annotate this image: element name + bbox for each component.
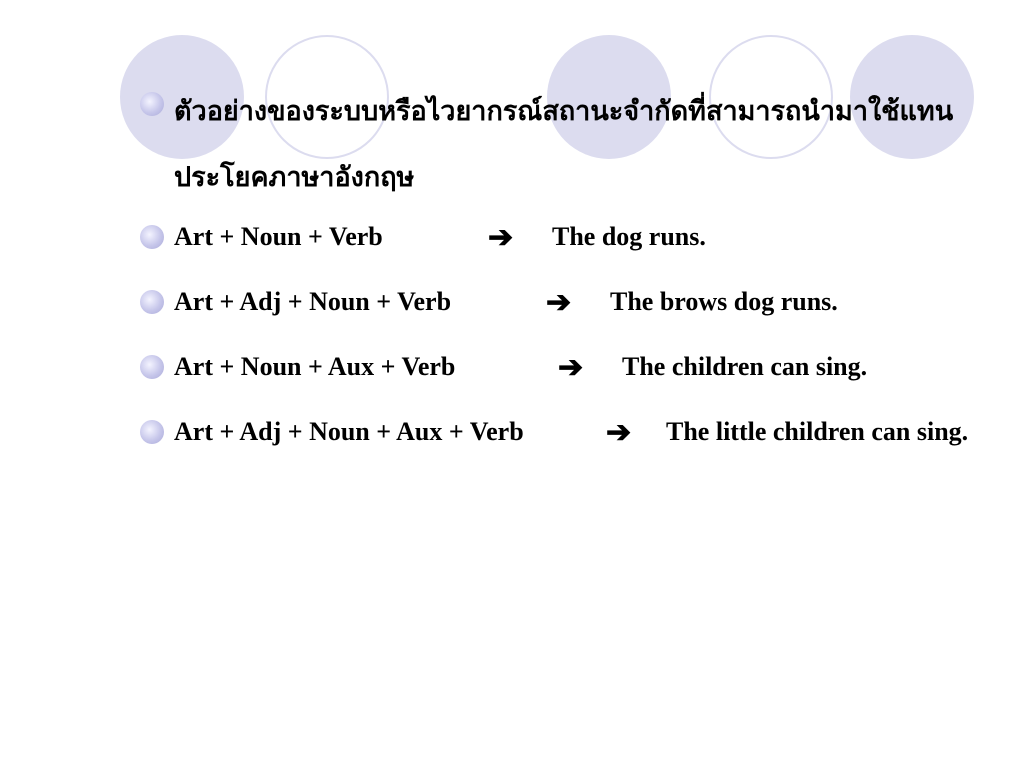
example-sentence: The children can sing. bbox=[622, 352, 868, 381]
intro-text: ตัวอย่างของระบบหรือไวยากรณ์สถานะจำกัดที่สามารถนำมาใช้แทนประโยคภาษาอังกฤษ bbox=[174, 96, 954, 192]
right-arrow-icon: ➔ bbox=[546, 286, 572, 319]
example-sentence: The little children can sing. bbox=[666, 417, 969, 446]
example-sentence: The brows dog runs. bbox=[610, 287, 838, 316]
bullet-dot-icon bbox=[140, 290, 164, 314]
bullet-dot-icon bbox=[140, 355, 164, 379]
grammar-formula: Art + Adj + Noun + Aux + Verb bbox=[174, 417, 524, 446]
example-sentence: The dog runs. bbox=[552, 222, 706, 251]
grammar-formula: Art + Adj + Noun + Verb bbox=[174, 287, 452, 316]
grammar-formula: Art + Noun + Aux + Verb bbox=[174, 352, 456, 381]
bullet-item-example-2 bbox=[140, 275, 970, 329]
bullet-list bbox=[140, 78, 970, 470]
bullet-dot-icon bbox=[140, 225, 164, 249]
bullet-item-example-1 bbox=[140, 210, 970, 264]
bullet-dot-icon bbox=[140, 420, 164, 444]
right-arrow-icon: ➔ bbox=[606, 416, 632, 449]
bullet-item-example-4 bbox=[140, 405, 970, 459]
bullet-item-intro bbox=[140, 78, 970, 210]
right-arrow-icon: ➔ bbox=[488, 221, 514, 254]
bullet-item-example-3 bbox=[140, 340, 970, 394]
right-arrow-icon: ➔ bbox=[558, 351, 584, 384]
grammar-formula: Art + Noun + Verb bbox=[174, 222, 383, 251]
bullet-dot-icon bbox=[140, 92, 164, 116]
